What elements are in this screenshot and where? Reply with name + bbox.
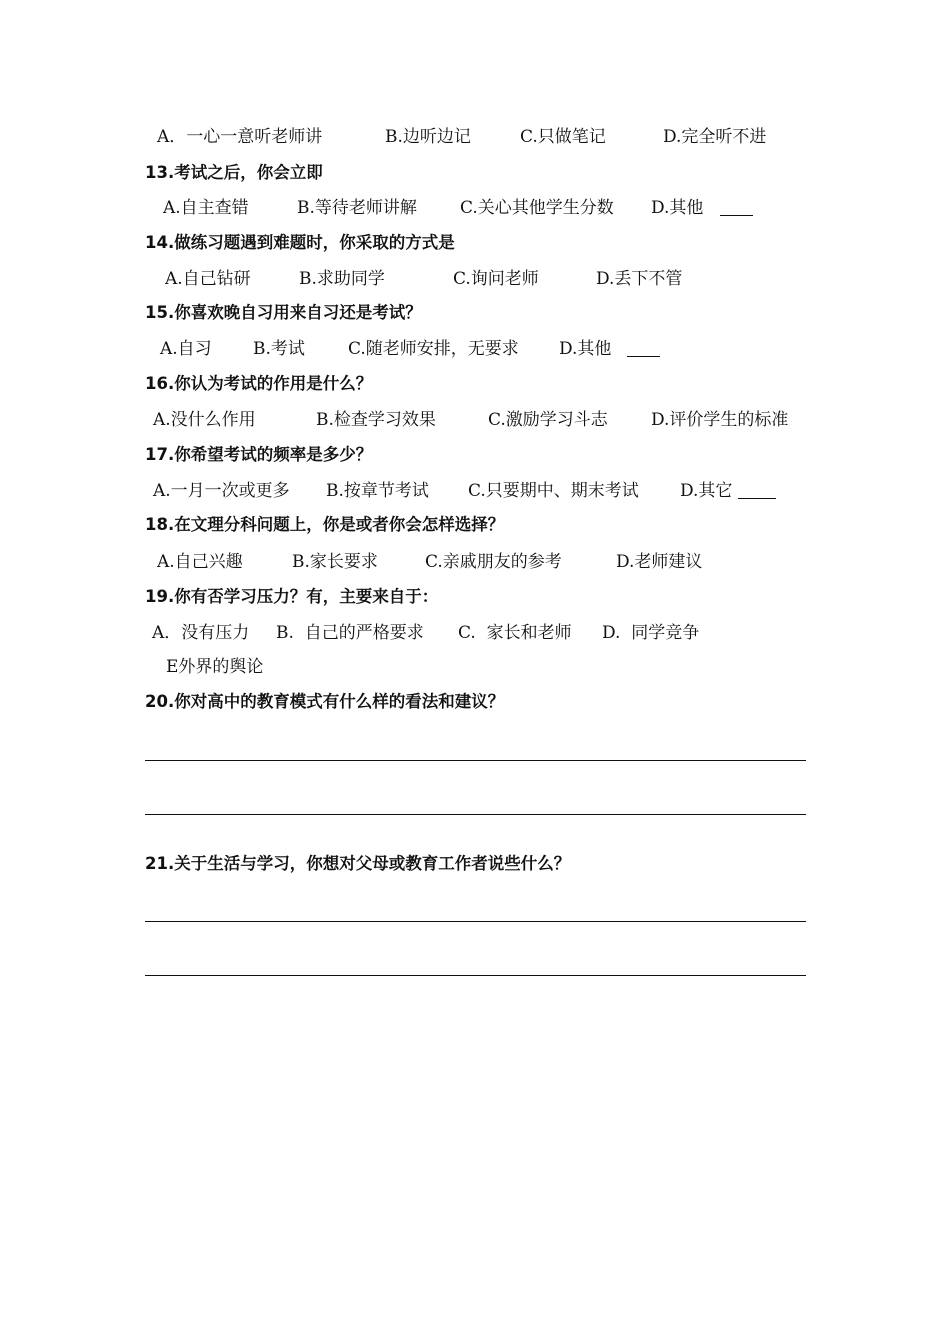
fill-in-blank[interactable] (738, 482, 776, 499)
option-d[interactable]: D.评价学生的标准 (651, 410, 789, 430)
option-a[interactable]: A．没有压力 (152, 623, 250, 643)
option-c[interactable]: C.随老师安排，无要求 (348, 339, 519, 359)
option-b[interactable]: B.等待老师讲解 (297, 198, 417, 218)
option-a[interactable]: A.自习 (160, 339, 212, 359)
option-c[interactable]: C.只要期中、期末考试 (468, 481, 639, 501)
question-18-title: 18.在文理分科问题上，你是或者你会怎样选择？ (145, 515, 505, 534)
question-17-title: 17.你希望考试的频率是多少？ (145, 445, 373, 464)
option-d[interactable]: D.其它 (680, 481, 733, 501)
option-a[interactable]: A.自主查错 (163, 198, 249, 218)
question-16-title: 16.你认为考试的作用是什么？ (145, 374, 373, 393)
option-c[interactable]: C.只做笔记 (520, 127, 606, 147)
question-19-title: 19.你有否学习压力？有，主要来自于： (145, 587, 439, 606)
option-b[interactable]: B.求助同学 (299, 269, 385, 289)
option-d[interactable]: D. 同学竞争 (602, 623, 700, 643)
option-c[interactable]: C.询问老师 (453, 269, 539, 289)
option-c[interactable]: C.亲戚朋友的参考 (425, 552, 562, 572)
option-c[interactable]: C. 家长和老师 (458, 623, 572, 643)
option-c[interactable]: C.关心其他学生分数 (460, 198, 614, 218)
option-b[interactable]: B.边听边记 (385, 127, 471, 147)
option-d[interactable]: D.完全听不进 (663, 127, 767, 147)
fill-in-blank[interactable] (627, 340, 660, 357)
option-b[interactable]: B.考试 (253, 339, 305, 359)
question-13-title: 13.考试之后，你会立即 (145, 163, 323, 182)
question-15-title: 15.你喜欢晚自习用来自习还是考试？ (145, 303, 422, 322)
answer-line[interactable] (145, 814, 806, 815)
answer-line[interactable] (145, 760, 806, 761)
option-d[interactable]: D.其他 (559, 339, 612, 359)
question-14-title: 14.做练习题遇到难题时，你采取的方式是 (145, 233, 455, 252)
option-a[interactable]: A.自己钻研 (165, 269, 251, 289)
question-21-title: 21.关于生活与学习，你想对父母或教育工作者说些什么？ (145, 854, 571, 873)
option-c[interactable]: C.激励学习斗志 (488, 410, 608, 430)
option-b[interactable]: B.按章节考试 (326, 481, 429, 501)
option-d[interactable]: D.老师建议 (616, 552, 703, 572)
option-d[interactable]: D.其他 (651, 198, 704, 218)
answer-line[interactable] (145, 921, 806, 922)
option-a[interactable]: A．一心一意听老师讲 (157, 127, 323, 147)
answer-line[interactable] (145, 975, 806, 976)
option-b[interactable]: B.检查学习效果 (316, 410, 436, 430)
option-b[interactable]: B.家长要求 (292, 552, 378, 572)
question-20-title: 20.你对高中的教育模式有什么样的看法和建议？ (145, 692, 505, 711)
option-d[interactable]: D.丢下不管 (596, 269, 683, 289)
fill-in-blank[interactable] (720, 199, 753, 216)
option-a[interactable]: A.一月一次或更多 (153, 481, 290, 501)
option-e[interactable]: E外界的舆论 (166, 657, 264, 677)
option-a[interactable]: A.没什么作用 (153, 410, 256, 430)
option-b[interactable]: B. 自己的严格要求 (276, 623, 424, 643)
option-a[interactable]: A.自己兴趣 (157, 552, 243, 572)
